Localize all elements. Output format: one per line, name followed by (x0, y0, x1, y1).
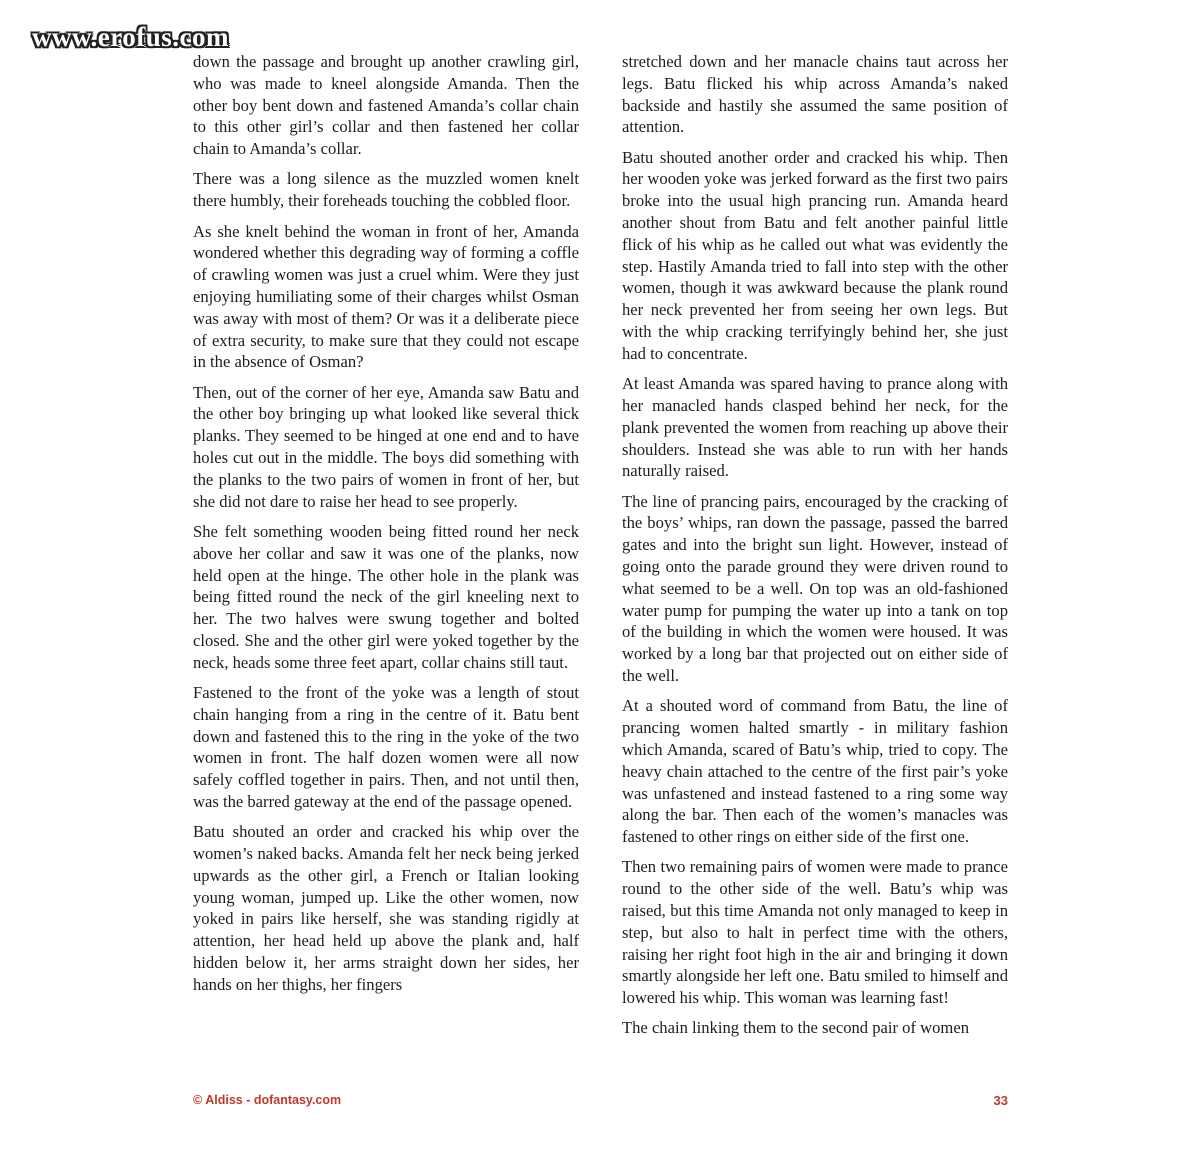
paragraph: Batu shouted another order and cracked his whip. Then her wooden yoke was jerked forward as the first two pairs broke into the usual high prancing run. Amanda heard another shout from Batu and felt another painful little flick of his whip as he called out what was evidently the step. Hastily Amanda tried to fall into step with the other women, though it was awkward because the plank round her neck prevented her from seeing her own legs. But with the whip cracking terrifyingly behind her, she just had to concentrate. (622, 147, 1008, 363)
paragraph: She felt something wooden being fitted round her neck above her collar and saw it was one of the planks, now held open at the hinge. The other hole in the plank was being fitted round the neck of the girl kneeling next to her. The two halves were swung together and bolted closed. She and the other girl were yoked together by the neck, heads some three feet apart, collar chains still taut. (193, 521, 579, 672)
paragraph: stretched down and her manacle chains taut across her legs. Batu flicked his whip across Amanda’s naked backside and hastily she assumed the same position of attention. (622, 52, 1008, 137)
paragraph: Fastened to the front of the yoke was a length of stout chain hanging from a ring in the centre of it. Batu bent down and fastened this to the ring in the yoke of the two women in front. The half dozen women were all now safely coffled together in pairs. Then, and not until then, was the barred gateway at the end of the passage opened. (193, 683, 579, 811)
paragraph: The chain linking them to the second pair of women (622, 1018, 969, 1038)
paragraph: Then two remaining pairs of women were made to prance round to the other side of the well. Batu’s whip was raised, but this time Amanda not only managed to keep in step, but also to halt in perfect time with the others, raising her right foot high in the air and bringing it down smartly alongside her left one. Batu smiled to himself and lowered his whip. This woman was learning fast! (622, 857, 1008, 1008)
paragraph: At a shouted word of command from Batu, the line of prancing women halted smartly - in military fashion which Amanda, scared of Batu’s whip, tried to copy. The heavy chain attached to the centre of the first pair’s yoke was unfastened and instead fastened to a ring some way along the bar. Then each of the women’s manacles was fastened to other rings on either side of the first one. (622, 696, 1008, 847)
footer-credit: © Aldiss - dofantasy.com (193, 1093, 342, 1107)
paragraph: There was a long silence as the muzzled women knelt there humbly, their foreheads touching the cobbled floor. (193, 169, 579, 211)
paragraph: As she knelt behind the woman in front of her, Amanda wondered whether this degrading way of forming a coffle of crawling women was just a cruel whim. Were they just enjoying humiliating some of their charges whilst Osman was away with most of them? Or was it a deliberate piece of extra security, to make sure that they could not escape in the absence of Osman? (193, 221, 579, 372)
right-text-column (622, 51, 1008, 1048)
left-text-column (193, 51, 579, 1004)
site-watermark: www.erofus.com (32, 22, 229, 52)
paragraph: Then, out of the corner of her eye, Amanda saw Batu and the other boy bringing up what looked like several thick planks. They seemed to be hinged at one end and to have holes cut out in the middle. The boys did something with the planks to the two pairs of women in front of her, but she did not dare to raise her head to see properly. (193, 382, 579, 511)
paragraph: At least Amanda was spared having to prance along with her manacled hands clasped behind her neck, for the plank prevented the women from reaching up above their shoulders. Instead she was able to run with her hands naturally raised. (622, 374, 1008, 481)
paragraph: down the passage and brought up another crawling girl, who was made to kneel alongside Amanda. Then the other boy bent down and fastened Amanda’s collar chain to this other girl’s collar and then fastened her collar chain to Amanda’s collar. (193, 52, 579, 159)
page-number: 33 (993, 1093, 1008, 1108)
paragraph: Batu shouted an order and cracked his whip over the women’s naked backs. Amanda felt her neck being jerked upwards as the other girl, a French or Italian looking young woman, jumped up. Like the other women, now yoked in pairs like herself, she was standing rigidly at attention, her head held up above the plank and, half hidden below it, her arms straight down her sides, her hands on her thighs, her fingers (193, 822, 579, 994)
paragraph: The line of prancing pairs, encouraged by the cracking of the boys’ whips, ran down the passage, passed the barred gates and into the bright sun light. However, instead of going onto the parade ground they were driven round to what seemed to be a well. On top was an old-fashioned water pump for pumping the water up into a tank on top of the building in which the women were housed. It was worked by a long bar that projected out on either side of the well. (622, 491, 1008, 686)
